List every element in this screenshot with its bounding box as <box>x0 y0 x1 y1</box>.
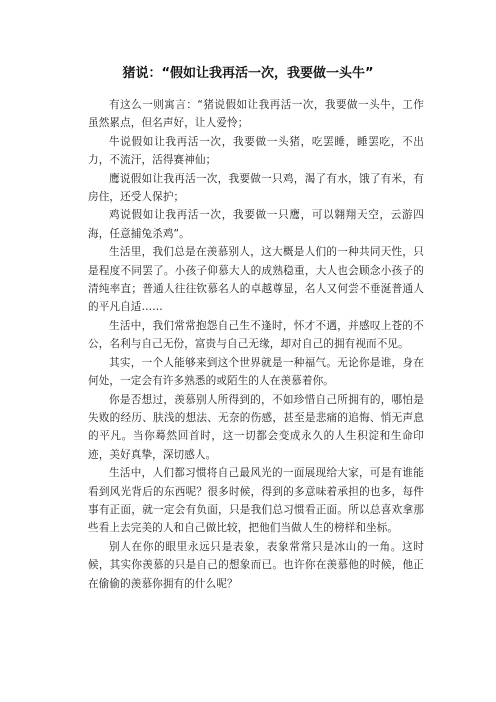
paragraph: 生活里，我们总是在羡慕别人，这大概是人们的一种共同天性，只是程度不同罢了。小孩子仰慕大人的成熟稳重，大人也会顾念小孩子的清纯率直；普通人往往钦慕名人的卓越尊显，名人又何尝不垂涎普通人的平凡自适…… <box>88 246 424 314</box>
paragraph: 生活中，人们都习惯将自己最风光的一面展现给大家，可是有谁能看到风光背后的东西呢？很多时候，得到的多意味着承担的也多，每件事有正面，就一定会有负面，只是我们总习惯看正面。所以总喜欢拿那些看上去完美的人和自己做比较，把他们当做人生的榜样和坐标。 <box>88 467 424 535</box>
document-title: 猪说：“假如让我再活一次，我要做一头牛” <box>122 66 374 81</box>
paragraph: 生活中，我们常常抱怨自己生不逢时，怀才不遇，并感叹上苍的不公，名利与自己无份，富贵与自己无缘，却对自己的拥有视而不见。 <box>88 319 424 351</box>
paragraph: 别人在你的眼里永远只是表象，表象常常只是冰山的一角。这时候，其实你羡慕的只是自己的想象而已。也许你在羡慕他的时候，他正在偷偷的羡慕你拥有的什么呢？ <box>88 540 424 590</box>
paragraph: 鸡说假如让我再活一次，我要做一只鹰，可以翱翔天空，云游四海，任意捕兔杀鸡”。 <box>88 209 424 240</box>
document-body <box>88 96 424 593</box>
paragraph: 其实，一个人能够来到这个世界就是一种福气。无论你是谁，身在何处，一定会有许多熟悉的或陌生的人在羡慕着你。 <box>88 356 424 388</box>
paragraph: 你是否想过，羡慕别人所得到的，不如珍惜自己所拥有的，哪怕是失败的经历、肤浅的想法、无奈的伤感，甚至是悲痛的追悔、悄无声息的平凡。当你蓦然回首时，这一切都会变成永久的人生积淀和生命印迹，美好真挚，深切感人。 <box>88 393 424 461</box>
paragraph: 鹰说假如让我再活一次，我要做一只鸡，渴了有水，饿了有米，有房住，还受人保护； <box>88 172 424 204</box>
paragraph: 有这么一则寓言：“猪说假如让我再活一次，我要做一头牛，工作虽然累点，但名声好，让人爱怜； <box>88 99 424 130</box>
paragraph: 牛说假如让我再活一次，我要做一头猪，吃罢睡，睡罢吃，不出力，不流汗，活得赛神仙； <box>88 135 424 167</box>
